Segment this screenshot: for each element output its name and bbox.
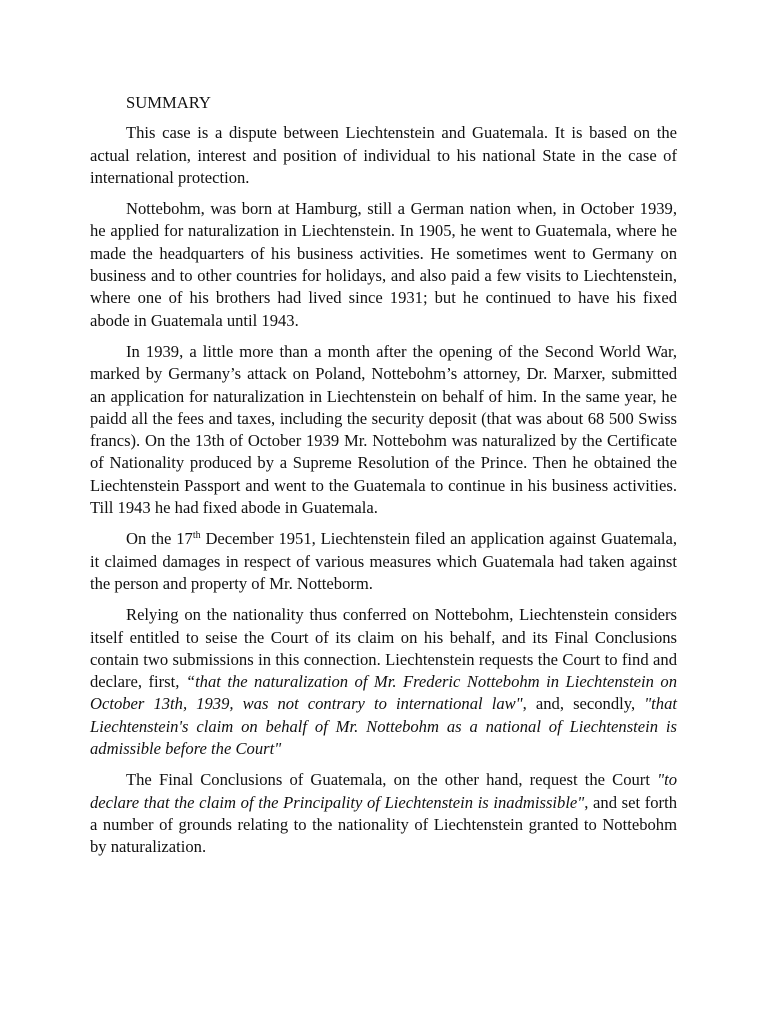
guatemala-text-end: , and set forth a number of grounds relating to the nationality of Liechtenstein granted to Nottebohm by naturalization. (90, 792, 677, 857)
paragraph-application (90, 528, 677, 595)
submission-quote-first: , “that the naturalization of Mr. Frederic Nottebohm in Liechtenstein on October 13th, 1939, was not contrary to international law" (90, 672, 678, 714)
submissions-text-start: Relying on the nationality thus conferred on Nottebohm, Liechtenstein considers itself entitled to seise the Court of its claim on his behalf, and its Final Conclusions contain two submissions in this connection. Liechtenstein requests the Court to find and declare, first (90, 605, 677, 692)
submissions-text-middle: , and, secondly, (522, 694, 645, 714)
paragraph-guatemala-conclusions (90, 769, 677, 858)
paragraph-naturalization: In 1939, a little more than a month after the opening of the Second World War, marked by Germany’s attack on Poland, Nottebohm’s attorney, Dr. Marxer, submitted an application for naturalization in Liechtenstein on behalf of him. In the same year, he paidd all the fees and taxes, including the security deposit (that was about 68 500 Swiss francs). On the 13th of October 1939 Mr. Nottebohm was naturalized by the Certificate of Nationality produced by a Supreme Resolution of the Prince. Then he obtained the Liechtenstein Passport and went to the Guatemala to continue in his business activities. Till 1943 he had fixed abode in Guatemala. (90, 341, 677, 518)
paragraph-intro: This case is a dispute between Liechtenstein and Guatemala. It is based on the actual relation, interest and position of individual to his national State in the case of international protection. (90, 123, 677, 187)
submission-quote-second: "that Liechtenstein's claim on behalf of Mr. Nottebohm as a national of Liechtenstein is admissible before the Court" (90, 694, 677, 759)
ordinal-superscript: th (192, 530, 201, 542)
paragraph-application-text-end: December 1951, Liechtenstein filed an application against Guatemala, it claimed damages in respect of various measures which Guatemala had taken against the person and property of Mr. Notteborm. (90, 529, 677, 593)
paragraph-nottebohm-background: Nottebohm, was born at Hamburg, still a German nation when, in October 1939, he applied for naturalization in Liechtenstein. In 1905, he went to Guatemala, where he made the headquarters of his business activities. He sometimes went to Germany on business and to other countries for holidays, and also paid a few visits to Liechtenstein, where one of his brothers had lived since 1931; but he continued to have his fixed abode in Guatemala until 1943. (90, 199, 677, 330)
summary-heading: SUMMARY (126, 93, 211, 112)
paragraph-application-text-start: On the 17 (126, 529, 193, 549)
guatemala-text-start: The Final Conclusions of Guatemala, on the other hand, request the Court (126, 770, 658, 790)
paragraph-liechtenstein-submissions (90, 604, 677, 760)
document-page (90, 92, 677, 868)
guatemala-quote: "to declare that the claim of the Principality of Liechtenstein is inadmissible" (90, 770, 677, 812)
